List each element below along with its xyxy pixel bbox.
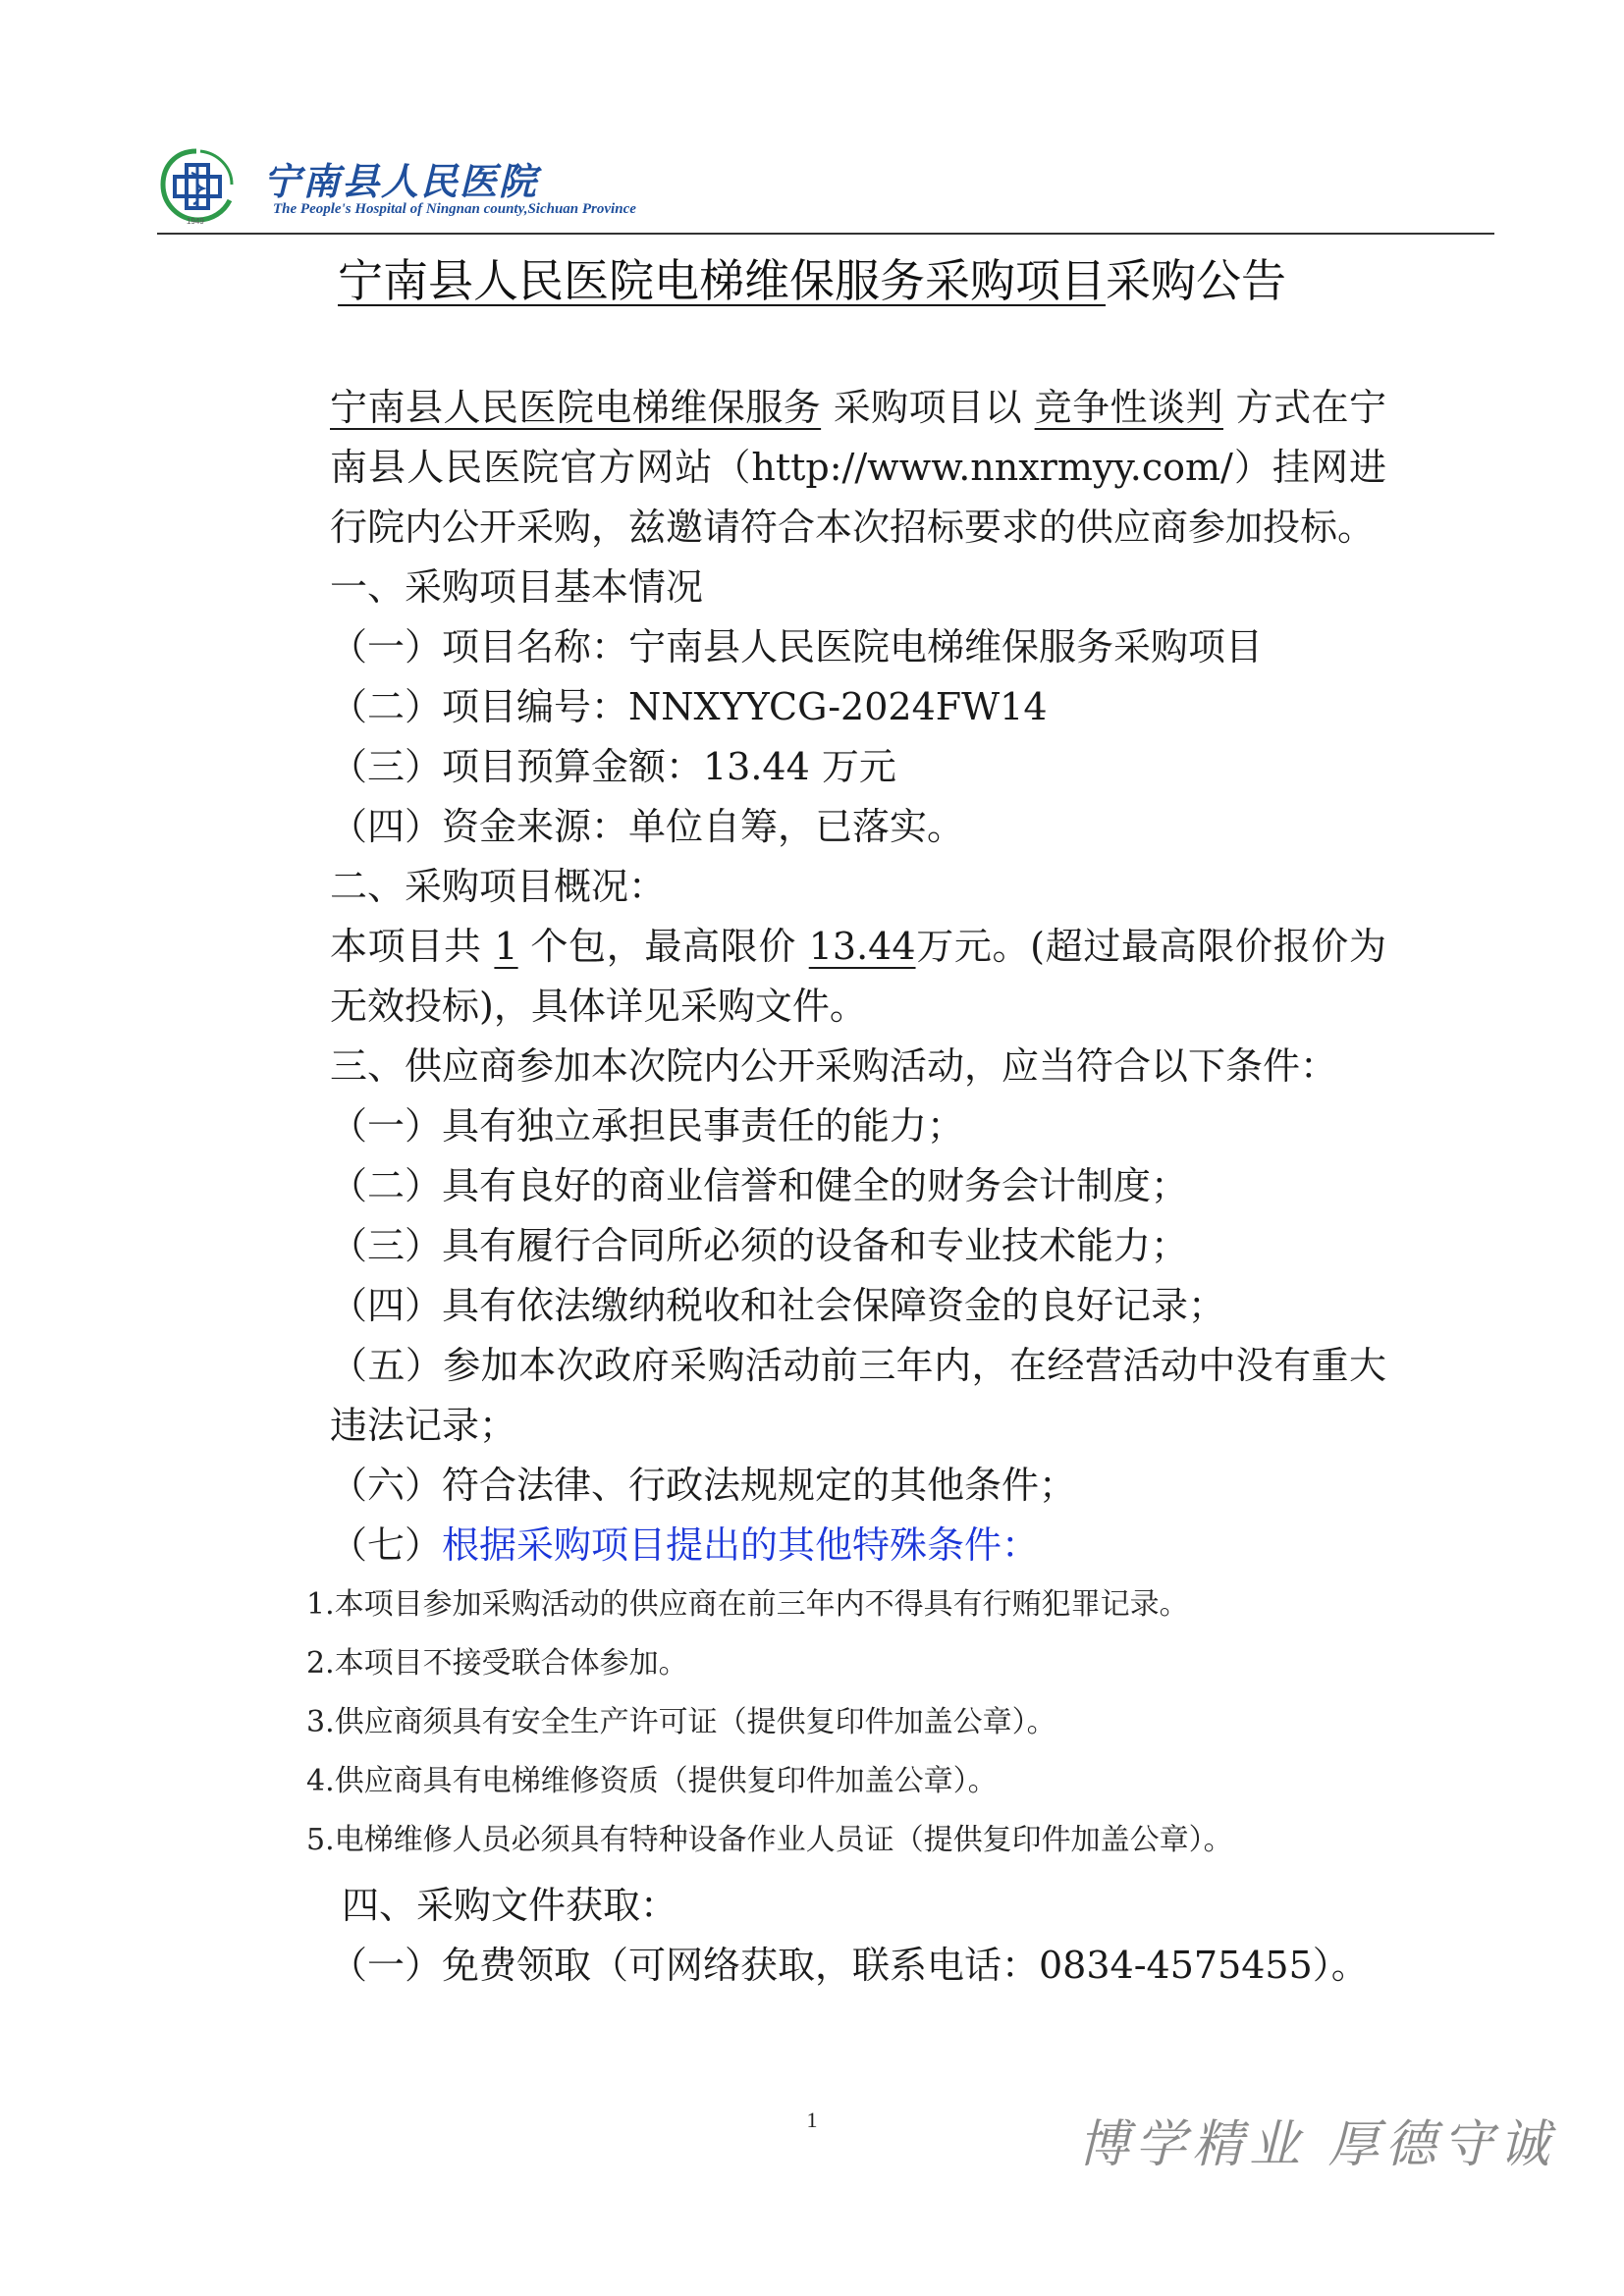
intro-text: 采购项目以 <box>833 386 1023 429</box>
section-1-item: （二）项目编号：NNXYYCG-2024FW14 <box>330 685 1048 728</box>
section-3-item: （五）参加本次政府采购活动前三年内，在经营活动中没有重大违法记录； <box>330 1344 1386 1447</box>
section-1-item: （三）项目预算金额：13.44 万元 <box>330 745 896 788</box>
item-7-prefix: （七） <box>330 1523 443 1567</box>
special-condition: 5.电梯维修人员必须具有特种设备作业人员证（提供复印件加盖公章）。 <box>306 1823 1233 1857</box>
section-1-item: （一）项目名称：宁南县人民医院电梯维保服务采购项目 <box>330 625 1264 668</box>
title-project-name: 宁南县人民医院电梯维保服务采购项目 <box>338 254 1106 307</box>
section-2-text: 本项目共 <box>330 925 482 968</box>
section-4-heading: 四、采购文件获取： <box>342 1884 678 1927</box>
max-price: 13.44 <box>808 925 916 968</box>
section-3-item: （六）符合法律、行政法规规定的其他条件； <box>330 1464 1077 1507</box>
hospital-name-logo: 宁南县人民医院 <box>263 159 539 203</box>
hospital-emblem-icon <box>157 145 238 226</box>
intro-paragraph <box>247 378 1386 558</box>
intro-project-name: 宁南县人民医院电梯维保服务 <box>330 386 822 429</box>
section-4-item: （一）免费领取（可网络获取，联系电话：0834-4575455）。 <box>330 1944 1369 1987</box>
section-1-item: （四）资金来源：单位自筹，已落实。 <box>330 805 965 848</box>
section-2-heading: 二、采购项目概况： <box>330 865 667 908</box>
hospital-name-english: The People's Hospital of Ningnan county,Sichuan Province <box>273 201 636 217</box>
package-count: 1 <box>494 925 518 968</box>
section-3-item: （二）具有良好的商业信誉和健全的财务会计制度； <box>330 1164 1189 1207</box>
item-7-special-conditions: 根据采购项目提出的其他特殊条件： <box>442 1523 1040 1567</box>
section-3-item: （一）具有独立承担民事责任的能力； <box>330 1104 965 1148</box>
section-3-item: （四）具有依法缴纳税收和社会保障资金的良好记录； <box>330 1284 1226 1327</box>
emblem-year: 1949 <box>187 217 204 226</box>
section-3-heading: 三、供应商参加本次院内公开采购活动，应当符合以下条件： <box>330 1044 1338 1088</box>
procurement-method: 竞争性谈判 <box>1034 386 1223 429</box>
title-suffix: 采购公告 <box>1106 254 1286 307</box>
intro-text-rest: 方式在宁南县人民医院官方网站（http://www.nnxrmyy.com/）挂网进行院内公开采购，兹邀请符合本次招标要求的供应商参加投标。 <box>330 386 1386 549</box>
hospital-motto: 博学精业 厚德守诚 <box>1078 2115 1556 2174</box>
section-2-text: 个包，最高限价 <box>530 925 796 968</box>
letterhead <box>157 137 1494 236</box>
section-2-paragraph <box>247 917 1386 1037</box>
section-2-text: 万元。(超过最高限价报价为无效投标)，具体详见采购文件。 <box>330 925 1386 1028</box>
special-condition: 2.本项目不接受联合体参加。 <box>306 1646 688 1681</box>
document-body <box>247 378 1386 1996</box>
section-3-item: （三）具有履行合同所必须的设备和专业技术能力； <box>330 1224 1189 1267</box>
page-title <box>0 245 1624 310</box>
section-1-heading: 一、采购项目基本情况 <box>330 565 704 609</box>
page-number: 1 <box>806 2108 818 2132</box>
special-condition: 1.本项目参加采购活动的供应商在前三年内不得具有行贿犯罪记录。 <box>306 1587 1189 1622</box>
section-3-item-7 <box>247 1516 1386 1575</box>
special-condition: 4.供应商具有电梯维修资质（提供复印件加盖公章）。 <box>306 1764 998 1798</box>
special-condition: 3.供应商须具有安全生产许可证（提供复印件加盖公章）。 <box>306 1705 1056 1739</box>
header-divider <box>157 233 1494 235</box>
